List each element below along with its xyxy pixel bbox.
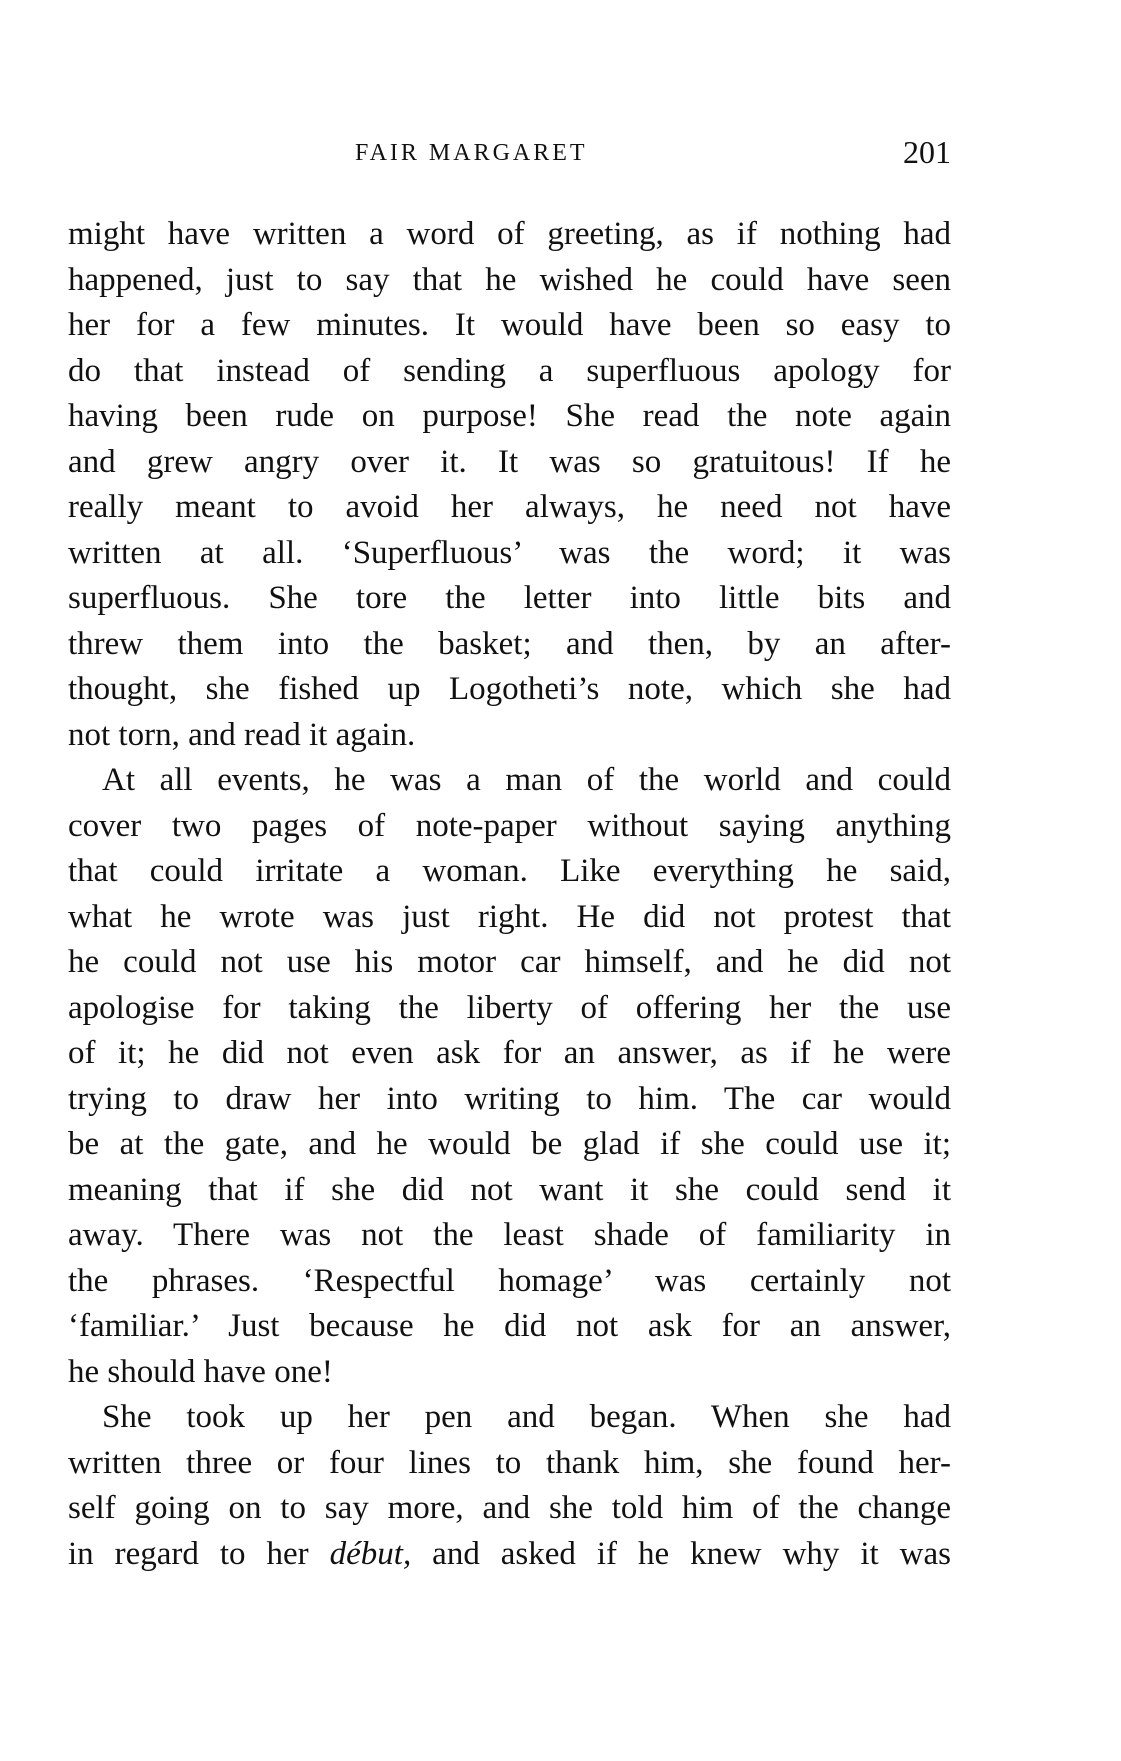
text-line: not torn, and read it again. — [68, 716, 416, 753]
text-line: of it; he did not even ask for an answer, as if he were — [68, 1035, 951, 1071]
text-line: written three or four lines to thank him, she found her- — [68, 1444, 951, 1481]
text-line: superfluous. She tore the letter into little bits and — [68, 580, 951, 616]
paragraph — [68, 1395, 951, 1577]
text-line: meaning that if she did not want it she could send it — [68, 1171, 951, 1208]
text-line: cover two pages of note-paper without saying anything — [68, 807, 951, 844]
text-line: threw them into the basket; and then, by an after- — [68, 625, 951, 662]
text-run: in regard to her — [68, 1535, 330, 1572]
text-line: might have written a word of greeting, as if nothing had — [68, 216, 951, 252]
text-line: She took up her pen and began. When she had — [102, 1399, 951, 1435]
text-line: written at all. ‘Superfluous’ was the word; it was — [68, 534, 951, 571]
text-line: that could irritate a woman. Like everything he said, — [68, 853, 951, 889]
text-line: what he wrote was just right. He did not protest that — [68, 898, 951, 935]
text-line: the phrases. ‘Respectful homage’ was certainly not — [68, 1262, 951, 1299]
text-line: apologise for taking the liberty of offering her the use — [68, 989, 951, 1026]
page-number: 201 — [903, 134, 951, 170]
text-line: ‘familiar.’ Just because he did not ask for an answer, — [68, 1308, 951, 1344]
text-line: having been rude on purpose! She read the note again — [68, 398, 951, 434]
paragraph — [68, 758, 951, 1395]
text-line: really meant to avoid her always, he need not have — [68, 489, 951, 525]
running-head — [0, 134, 1121, 174]
text-run: and asked if he knew why it was — [411, 1535, 951, 1572]
text-line: self going on to say more, and she told him of the change — [68, 1490, 951, 1526]
text-line: her for a few minutes. It would have been so easy to — [68, 307, 951, 343]
text-line: At all events, he was a man of the world and could — [102, 762, 951, 798]
text-line: thought, she fished up Logotheti’s note, which she had — [68, 671, 951, 707]
text-line: be at the gate, and he would be glad if she could use it; — [68, 1126, 951, 1162]
body-text — [68, 212, 951, 1577]
text-line: away. There was not the least shade of familiarity in — [68, 1217, 951, 1253]
text-line: he should have one! — [68, 1353, 333, 1390]
text-line: and grew angry over it. It was so gratuitous! If he — [68, 443, 951, 480]
text-line: he could not use his motor car himself, and he did not — [68, 944, 951, 980]
paragraph — [68, 212, 951, 758]
text-line: do that instead of sending a superfluous apology for — [68, 352, 951, 389]
italic-word: début, — [329, 1535, 412, 1572]
text-line: trying to draw her into writing to him. The car would — [68, 1080, 951, 1117]
text-line — [68, 1532, 951, 1578]
text-line: happened, just to say that he wished he could have seen — [68, 261, 951, 298]
running-title: FAIR MARGARET — [355, 140, 588, 166]
